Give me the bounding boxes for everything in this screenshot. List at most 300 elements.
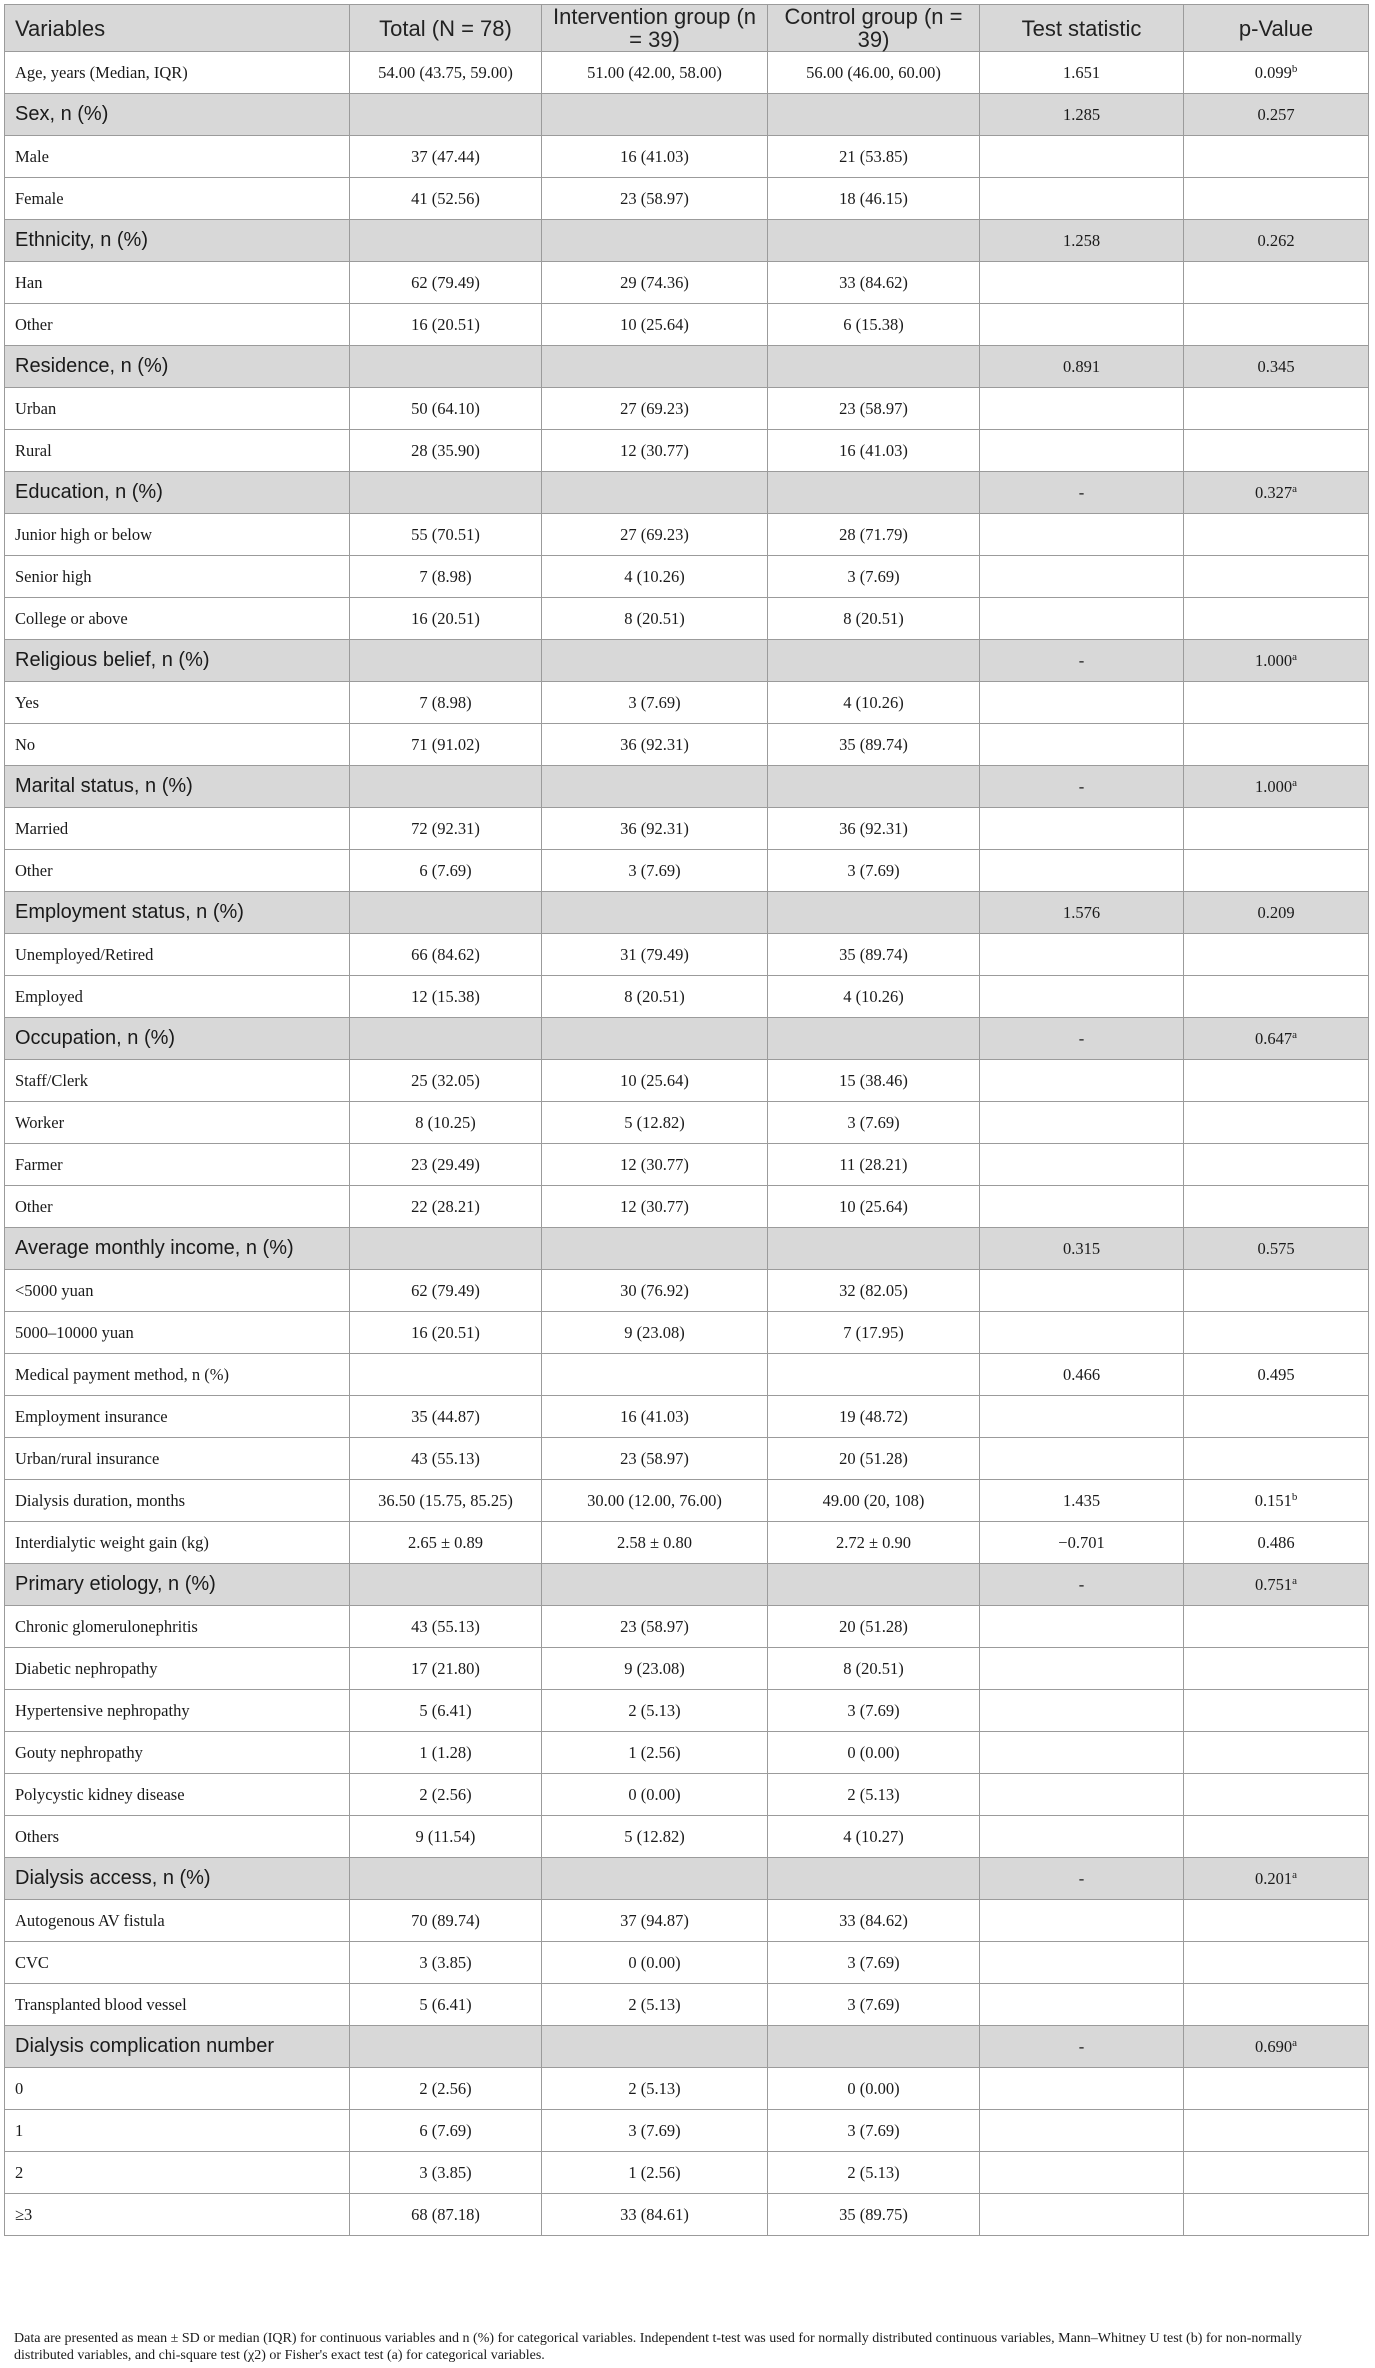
cell-text: 36 (92.31): [620, 734, 689, 754]
header-variables: Variables: [5, 5, 350, 52]
cell-text: 16 (41.03): [620, 146, 689, 166]
cell-control: [768, 178, 980, 220]
table-row: [5, 1690, 1369, 1732]
cell-text: -: [1078, 2036, 1085, 2056]
cell-test-statistic: [980, 1606, 1184, 1648]
table-row: [5, 1060, 1369, 1102]
cell-intervention: [542, 1312, 768, 1354]
cell-text: 23 (58.97): [620, 1616, 689, 1636]
table-row: [5, 304, 1369, 346]
cell-text: 3 (7.69): [847, 566, 900, 586]
cell-text: 33 (84.62): [839, 272, 908, 292]
cell-intervention: [542, 220, 768, 262]
table-row: [5, 262, 1369, 304]
cell-intervention: [542, 1774, 768, 1816]
cell-control: [768, 1732, 980, 1774]
cell-intervention: [542, 2152, 768, 2194]
footnote-marker: b: [1291, 62, 1298, 75]
cell-total: [350, 514, 542, 556]
cell-p-value: [1184, 94, 1369, 136]
table-row: [5, 2068, 1369, 2110]
cell-p-value: [1184, 2194, 1369, 2236]
cell-text: 3 (7.69): [847, 2120, 900, 2140]
cell-control: [768, 1774, 980, 1816]
cell-p-value: [1184, 1060, 1369, 1102]
cell-text: 1.000: [1254, 776, 1293, 796]
table-row: [5, 1774, 1369, 1816]
cell-test-statistic: [980, 1018, 1184, 1060]
cell-intervention: [542, 178, 768, 220]
cell-control: [768, 556, 980, 598]
cell-text: −0.701: [1058, 1532, 1105, 1552]
section-row: [5, 94, 1369, 136]
cell-control: [768, 1816, 980, 1858]
cell-control: [768, 430, 980, 472]
table-row: [5, 1522, 1369, 1564]
cell-test-statistic: [980, 1144, 1184, 1186]
table-row: [5, 976, 1369, 1018]
cell-text: 0 (0.00): [847, 2078, 900, 2098]
cell-text: 3 (7.69): [628, 692, 681, 712]
cell-text: 36 (92.31): [620, 818, 689, 838]
cell-variable: [5, 598, 350, 640]
cell-text: -: [1078, 1574, 1085, 1594]
cell-intervention: [542, 1564, 768, 1606]
cell-control: [768, 2026, 980, 2068]
cell-control: [768, 598, 980, 640]
cell-intervention: [542, 1900, 768, 1942]
footnote-marker: a: [1292, 650, 1297, 663]
cell-total: [350, 1606, 542, 1648]
cell-text: Female: [15, 188, 64, 208]
cell-text: 30.00 (12.00, 76.00): [587, 1490, 722, 1510]
cell-text: 12 (30.77): [620, 1196, 689, 1216]
cell-intervention: [542, 1816, 768, 1858]
cell-text: 0.315: [1062, 1238, 1101, 1258]
cell-intervention: [542, 52, 768, 94]
cell-control: [768, 220, 980, 262]
cell-text: 12 (30.77): [620, 1154, 689, 1174]
cell-control: [768, 1186, 980, 1228]
cell-text: 2 (5.13): [847, 1784, 900, 1804]
header-intervention: Intervention group (n = 39): [542, 5, 768, 52]
cell-p-value: [1184, 1606, 1369, 1648]
cell-test-statistic: [980, 598, 1184, 640]
cell-text: 2 (5.13): [628, 2078, 681, 2098]
cell-text: 2 (5.13): [628, 1994, 681, 2014]
cell-total: [350, 52, 542, 94]
cell-variable: [5, 934, 350, 976]
cell-p-value: [1184, 304, 1369, 346]
cell-text: 1.651: [1062, 62, 1101, 82]
cell-p-value: [1184, 1144, 1369, 1186]
cell-test-statistic: [980, 724, 1184, 766]
header-total: Total (N = 78): [350, 5, 542, 52]
cell-total: [350, 1984, 542, 2026]
cell-text: Staff/Clerk: [15, 1070, 89, 1090]
table-row: [5, 1984, 1369, 2026]
cell-variable: [5, 1606, 350, 1648]
cell-variable: [5, 1564, 350, 1606]
cell-total: [350, 1438, 542, 1480]
cell-control: [768, 514, 980, 556]
cell-control: [768, 94, 980, 136]
cell-text: 2 (5.13): [628, 1700, 681, 1720]
cell-text: 2.58 ± 0.80: [616, 1532, 693, 1552]
cell-control: [768, 1060, 980, 1102]
cell-text: 1.000: [1254, 650, 1293, 670]
cell-p-value: [1184, 1018, 1369, 1060]
cell-intervention: [542, 1228, 768, 1270]
cell-p-value: [1184, 850, 1369, 892]
cell-intervention: [542, 2026, 768, 2068]
cell-intervention: [542, 892, 768, 934]
cell-text: Average monthly income, n (%): [15, 1237, 294, 1259]
cell-intervention: [542, 850, 768, 892]
cell-test-statistic: [980, 1774, 1184, 1816]
cell-control: [768, 388, 980, 430]
cell-variable: [5, 1480, 350, 1522]
cell-text: 9 (23.08): [624, 1658, 685, 1678]
cell-control: [768, 1858, 980, 1900]
cell-test-statistic: [980, 136, 1184, 178]
cell-text: 0.495: [1257, 1364, 1295, 1384]
cell-control: [768, 640, 980, 682]
cell-variable: [5, 1354, 350, 1396]
cell-text: ≥3: [15, 2204, 33, 2224]
cell-text: Dialysis complication number: [15, 2035, 274, 2057]
cell-p-value: [1184, 1564, 1369, 1606]
cell-total: [350, 892, 542, 934]
cell-test-statistic: [980, 2110, 1184, 2152]
cell-control: [768, 1690, 980, 1732]
cell-total: [350, 1018, 542, 1060]
cell-total: [350, 724, 542, 766]
footnote-marker: a: [1292, 776, 1297, 789]
cell-total: [350, 388, 542, 430]
cell-text: 36.50 (15.75, 85.25): [378, 1490, 513, 1510]
section-row: [5, 220, 1369, 262]
cell-total: [350, 1900, 542, 1942]
cell-variable: [5, 1270, 350, 1312]
cell-text: Primary etiology, n (%): [15, 1573, 216, 1595]
cell-text: 19 (48.72): [839, 1406, 908, 1426]
cell-text: 51.00 (42.00, 58.00): [587, 62, 722, 82]
cell-text: 27 (69.23): [620, 524, 689, 544]
cell-total: [350, 178, 542, 220]
cell-p-value: [1184, 1102, 1369, 1144]
cell-p-value: [1184, 2026, 1369, 2068]
cell-text: 16 (41.03): [620, 1406, 689, 1426]
cell-intervention: [542, 514, 768, 556]
table-row: [5, 1900, 1369, 1942]
cell-text: 35 (89.74): [839, 944, 908, 964]
table-row: [5, 1102, 1369, 1144]
cell-test-statistic: [980, 52, 1184, 94]
cell-text: 0.647: [1254, 1028, 1293, 1048]
cell-p-value: [1184, 1354, 1369, 1396]
cell-text: 23 (58.97): [839, 398, 908, 418]
cell-p-value: [1184, 2068, 1369, 2110]
cell-variable: [5, 1774, 350, 1816]
cell-text: 0.690: [1254, 2036, 1293, 2056]
table-row: [5, 1606, 1369, 1648]
cell-total: [350, 1816, 542, 1858]
cell-control: [768, 262, 980, 304]
cell-text: 8 (20.51): [843, 1658, 904, 1678]
table-row: [5, 1144, 1369, 1186]
cell-intervention: [542, 1606, 768, 1648]
cell-total: [350, 430, 542, 472]
cell-text: Hypertensive nephropathy: [15, 1700, 190, 1720]
cell-total: [350, 262, 542, 304]
cell-total: [350, 1858, 542, 1900]
cell-control: [768, 934, 980, 976]
cell-text: 62 (79.49): [411, 1280, 480, 1300]
cell-text: 3 (7.69): [847, 860, 900, 880]
table-row: [5, 1438, 1369, 1480]
section-row: [5, 766, 1369, 808]
table-container: [4, 4, 1368, 2236]
cell-total: [350, 556, 542, 598]
cell-text: 1 (2.56): [628, 1742, 681, 1762]
cell-control: [768, 2110, 980, 2152]
table-row: [5, 1732, 1369, 1774]
cell-text: 3 (3.85): [419, 1952, 472, 1972]
cell-text: Occupation, n (%): [15, 1027, 176, 1049]
cell-text: Other: [15, 860, 53, 880]
table-row: [5, 934, 1369, 976]
cell-text: 33 (84.62): [839, 1910, 908, 1930]
cell-control: [768, 682, 980, 724]
cell-control: [768, 1396, 980, 1438]
cell-text: 8 (20.51): [624, 986, 685, 1006]
cell-p-value: [1184, 136, 1369, 178]
cell-text: 0.345: [1257, 356, 1295, 376]
cell-text: Han: [15, 272, 43, 292]
cell-text: 12 (15.38): [411, 986, 480, 1006]
cell-p-value: [1184, 178, 1369, 220]
cell-text: Yes: [15, 692, 40, 712]
cell-variable: [5, 1816, 350, 1858]
cell-control: [768, 2194, 980, 2236]
cell-text: 1.258: [1062, 230, 1101, 250]
cell-control: [768, 1606, 980, 1648]
cell-text: 8 (20.51): [843, 608, 904, 628]
cell-text: 8 (10.25): [415, 1112, 476, 1132]
cell-text: 54.00 (43.75, 59.00): [378, 62, 513, 82]
table-row: [5, 2152, 1369, 2194]
cell-text: Education, n (%): [15, 481, 163, 503]
cell-control: [768, 136, 980, 178]
cell-total: [350, 598, 542, 640]
cell-variable: [5, 1900, 350, 1942]
cell-variable: [5, 1690, 350, 1732]
cell-text: 16 (20.51): [411, 1322, 480, 1342]
table-row: [5, 2194, 1369, 2236]
table-row: [5, 1354, 1369, 1396]
cell-intervention: [542, 1858, 768, 1900]
header-row: [5, 5, 1369, 52]
cell-variable: [5, 1228, 350, 1270]
cell-text: 10 (25.64): [620, 1070, 689, 1090]
cell-text: 15 (38.46): [839, 1070, 908, 1090]
cell-text: 23 (58.97): [620, 1448, 689, 1468]
table-row: [5, 1312, 1369, 1354]
section-row: [5, 640, 1369, 682]
cell-p-value: [1184, 640, 1369, 682]
cell-text: Gouty nephropathy: [15, 1742, 143, 1762]
cell-text: 50 (64.10): [411, 398, 480, 418]
cell-variable: [5, 1102, 350, 1144]
cell-test-statistic: [980, 1228, 1184, 1270]
cell-variable: [5, 1648, 350, 1690]
cell-control: [768, 1984, 980, 2026]
cell-total: [350, 1270, 542, 1312]
cell-text: 29 (74.36): [620, 272, 689, 292]
cell-intervention: [542, 94, 768, 136]
cell-text: Interdialytic weight gain (kg): [15, 1532, 209, 1552]
section-row: [5, 1018, 1369, 1060]
cell-test-statistic: [980, 1816, 1184, 1858]
cell-text: 9 (23.08): [624, 1322, 685, 1342]
cell-test-statistic: [980, 1312, 1184, 1354]
cell-text: 3 (7.69): [628, 2120, 681, 2140]
cell-intervention: [542, 1270, 768, 1312]
cell-intervention: [542, 262, 768, 304]
cell-total: [350, 2152, 542, 2194]
cell-text: Male: [15, 146, 49, 166]
cell-text: 68 (87.18): [411, 2204, 480, 2224]
cell-p-value: [1184, 1228, 1369, 1270]
cell-total: [350, 2194, 542, 2236]
cell-variable: [5, 2068, 350, 2110]
cell-text: 28 (71.79): [839, 524, 908, 544]
cell-control: [768, 766, 980, 808]
cell-p-value: [1184, 52, 1369, 94]
cell-text: 35 (89.74): [839, 734, 908, 754]
cell-control: [768, 304, 980, 346]
cell-text: 0.209: [1257, 902, 1295, 922]
cell-total: [350, 850, 542, 892]
cell-text: 20 (51.28): [839, 1448, 908, 1468]
cell-test-statistic: [980, 766, 1184, 808]
section-row: [5, 1564, 1369, 1606]
cell-text: 25 (32.05): [411, 1070, 480, 1090]
cell-test-statistic: [980, 2068, 1184, 2110]
cell-text: Others: [15, 1826, 59, 1846]
cell-text: 5 (6.41): [419, 1994, 472, 2014]
cell-control: [768, 1270, 980, 1312]
cell-test-statistic: [980, 640, 1184, 682]
cell-text: 0: [15, 2078, 24, 2098]
cell-text: 7 (8.98): [419, 692, 472, 712]
cell-total: [350, 808, 542, 850]
cell-p-value: [1184, 1984, 1369, 2026]
table-row: [5, 1648, 1369, 1690]
cell-variable: [5, 766, 350, 808]
cell-variable: [5, 1522, 350, 1564]
cell-control: [768, 892, 980, 934]
cell-variable: [5, 808, 350, 850]
table-row: [5, 850, 1369, 892]
cell-total: [350, 1186, 542, 1228]
cell-test-statistic: [980, 262, 1184, 304]
cell-text: 71 (91.02): [411, 734, 480, 754]
footnote-marker: a: [1292, 482, 1297, 495]
cell-variable: [5, 178, 350, 220]
cell-intervention: [542, 1060, 768, 1102]
table-row: [5, 1186, 1369, 1228]
cell-text: 70 (89.74): [411, 1910, 480, 1930]
cell-test-statistic: [980, 1942, 1184, 1984]
cell-text: Other: [15, 1196, 53, 1216]
cell-control: [768, 2068, 980, 2110]
cell-variable: [5, 976, 350, 1018]
cell-total: [350, 1228, 542, 1270]
cell-text: 36 (92.31): [839, 818, 908, 838]
cell-p-value: [1184, 1690, 1369, 1732]
cell-p-value: [1184, 1396, 1369, 1438]
cell-text: 4 (10.26): [843, 692, 904, 712]
cell-total: [350, 220, 542, 262]
cell-total: [350, 682, 542, 724]
cell-text: 16 (41.03): [839, 440, 908, 460]
cell-text: 30 (76.92): [620, 1280, 689, 1300]
cell-text: 0.466: [1062, 1364, 1101, 1384]
cell-p-value: [1184, 934, 1369, 976]
cell-text: 9 (11.54): [415, 1826, 476, 1846]
cell-p-value: [1184, 808, 1369, 850]
cell-control: [768, 1648, 980, 1690]
cell-text: 23 (29.49): [411, 1154, 480, 1174]
cell-text: 35 (44.87): [411, 1406, 480, 1426]
footnote-marker: a: [1292, 1868, 1297, 1881]
cell-variable: [5, 2194, 350, 2236]
cell-text: 23 (58.97): [620, 188, 689, 208]
cell-control: [768, 1354, 980, 1396]
cell-text: 2 (2.56): [419, 1784, 472, 1804]
table-row: [5, 178, 1369, 220]
cell-text: 0.151: [1254, 1490, 1292, 1510]
cell-text: Urban/rural insurance: [15, 1448, 160, 1468]
cell-p-value: [1184, 766, 1369, 808]
cell-text: 0.099: [1254, 62, 1292, 82]
cell-control: [768, 1942, 980, 1984]
cell-text: Autogenous AV fistula: [15, 1910, 165, 1930]
cell-text: -: [1078, 482, 1085, 502]
cell-text: Medical payment method, n (%): [15, 1364, 229, 1384]
cell-text: Polycystic kidney disease: [15, 1784, 185, 1804]
cell-text: 1 (1.28): [419, 1742, 472, 1762]
cell-intervention: [542, 556, 768, 598]
cell-text: 6 (7.69): [419, 860, 472, 880]
cell-test-statistic: [980, 1522, 1184, 1564]
cell-text: 0 (0.00): [847, 1742, 900, 1762]
table-row: [5, 682, 1369, 724]
cell-text: 10 (25.64): [620, 314, 689, 334]
cell-intervention: [542, 1522, 768, 1564]
cell-text: 1.285: [1062, 104, 1101, 124]
cell-intervention: [542, 1438, 768, 1480]
cell-text: Dialysis duration, months: [15, 1490, 186, 1510]
cell-text: Other: [15, 314, 53, 334]
cell-variable: [5, 1186, 350, 1228]
cell-variable: [5, 346, 350, 388]
cell-text: 35 (89.75): [839, 2204, 908, 2224]
cell-text: -: [1078, 1868, 1085, 1888]
cell-total: [350, 1354, 542, 1396]
